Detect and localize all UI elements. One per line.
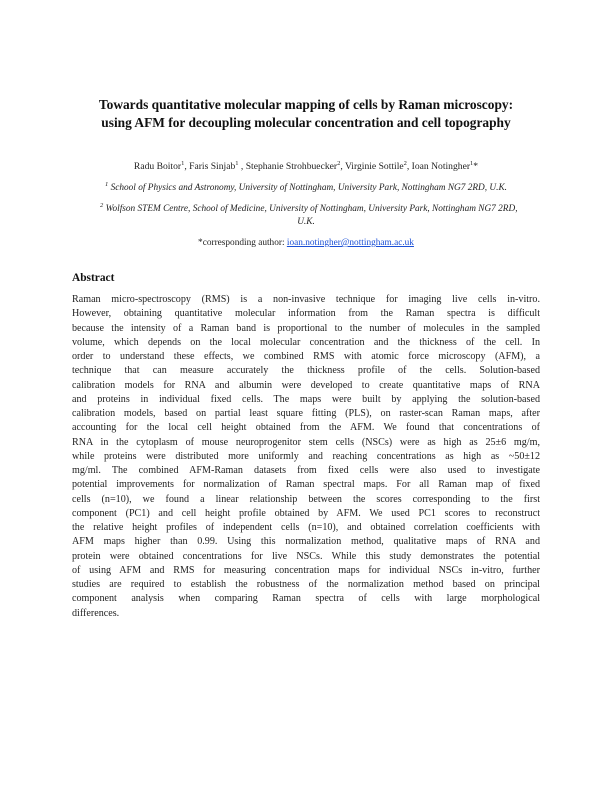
abstract-line: of using AFM and RMS for measuring concentration maps for individual NSCs in-vitro, further	[72, 564, 540, 576]
affiliation-mark: 1	[105, 180, 109, 188]
abstract-line: potential improvements for normalization of Raman spectral maps. For all Raman map of fixed	[72, 479, 540, 491]
abstract-line: studies are required to establish the robustness of the normalization method based on principal	[72, 579, 540, 590]
abstract-line: while proteins were distributed more uniformly and reaching concentrations as high as ~50±12	[72, 450, 540, 462]
abstract-line: volume, which depends on the local molecular concentration and the thickness of the cell. In	[72, 336, 540, 348]
author-name: , Faris Sinjab	[184, 161, 236, 172]
abstract-line: and proteins in individual fixed cells. The maps were built by applying the solution-based	[72, 393, 540, 405]
affiliation-1	[60, 182, 552, 195]
author-name: Radu Boitor	[133, 161, 182, 172]
author-affiliation-mark: 1	[181, 159, 185, 167]
author-name: , Virginie Sottile	[340, 161, 404, 172]
affiliation-line	[100, 201, 518, 216]
affiliation-text: Wolfson STEM Centre, School of Medicine, University of Nottingham, University Park, Nottingham NG7 2RD,	[103, 204, 518, 214]
abstract-line: RNA in the cytoplasm of mouse neuroprogenitor stem cells (NSCs) were as high as 25±6 mg/m,	[72, 436, 540, 448]
author-name: , Stephanie Strohbuecker	[238, 161, 338, 172]
affiliation-mark: 2	[100, 201, 104, 209]
affiliation-text: School of Physics and Astronomy, University of Nottingham, University Park, Nottingham NG7 2RD, U.K.	[108, 183, 507, 193]
abstract-line: the relative height profiles of independent cells (n=10), and obtained correlation coefficients with	[72, 522, 540, 533]
affiliation-line: U.K.	[297, 217, 315, 227]
author-affiliation-mark: 2	[403, 159, 407, 167]
abstract-line: component analysis when comparing Raman spectra of cells with large morphological	[72, 593, 540, 605]
paper-title	[60, 96, 552, 132]
author-affiliation-mark: 1	[470, 159, 474, 167]
abstract-line: order to understand these effects, we combined RMS with atomic force microscopy (AFM), a	[72, 351, 540, 362]
abstract-heading: Abstract	[72, 272, 115, 284]
abstract-line: calibration models, based on partial least square fitting (PLS), on raster-scan Raman maps, after	[72, 408, 540, 419]
abstract-line: AFM maps higher than 0.99. Using this normalization method, qualitative maps of RNA and	[72, 536, 540, 548]
abstract-line: However, obtaining quantitative molecular information from the Raman spectra is difficult	[72, 308, 540, 320]
author-affiliation-mark: 1	[235, 159, 239, 167]
corresponding-author	[60, 237, 552, 250]
abstract-line: component (PC1) and cell height profile obtained by AFM. We used PC1 scores to reconstruct	[72, 507, 540, 519]
corresponding-author-email-link[interactable]: ioan.notingher@nottingham.ac.uk	[286, 238, 414, 248]
abstract-line: accounting for the local cell height obtained from the AFM. We found that concentrations of	[72, 422, 540, 434]
affiliation-2	[100, 201, 518, 229]
abstract-line: mg/ml. The combined AFM-Raman datasets from fixed cells were also used to investigate	[72, 465, 540, 476]
author-affiliation-mark: 2	[337, 159, 341, 167]
author-list	[60, 160, 552, 173]
abstract-line: protein were obtained concentrations for live NSCs. While this study demonstrates the potential	[72, 550, 540, 562]
corresponding-author-label: *corresponding author:	[198, 238, 287, 248]
author-name: , Ioan Notingher	[406, 161, 471, 172]
abstract-line: differences.	[72, 607, 120, 619]
abstract-body	[72, 293, 540, 621]
corresponding-author-mark: *	[473, 161, 479, 172]
abstract-line: because the intensity of a Raman band is proportional to the number of molecules in the sampled	[72, 322, 540, 334]
abstract-line: cells (n=10), we found a linear relationship between the scores corresponding to the first	[72, 493, 540, 505]
paper-title-line-2: using AFM for decoupling molecular concentration and cell topography	[101, 115, 511, 130]
abstract-line: Raman micro-spectroscopy (RMS) is a non-invasive technique for imaging live cells in-vitro.	[72, 294, 540, 305]
paper-title-line-1: Towards quantitative molecular mapping of cells by Raman microscopy:	[98, 97, 514, 112]
abstract-line: calibration models for RNA and albumin were developed to create quantitative maps of RNA	[72, 379, 540, 391]
abstract-line: technique that can measure accurately the thickness profile of the cells. Solution-based	[72, 365, 540, 377]
